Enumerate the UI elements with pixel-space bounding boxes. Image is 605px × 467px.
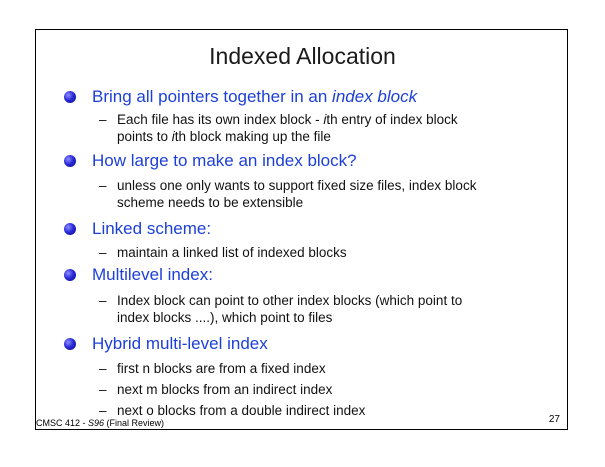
sub-line-1: Each file has its own index block - ith entry of index block xyxy=(117,112,458,127)
bullet-3-sub-1 xyxy=(99,244,347,261)
bullet-5-sub-1 xyxy=(99,360,326,377)
bullet-2-sub-1 xyxy=(99,177,476,211)
bullet-5 xyxy=(64,333,268,355)
dash-icon: – xyxy=(99,178,107,193)
bullet-dot-icon xyxy=(64,269,76,281)
sub-line-1: Index block can point to other index blocks (which point to xyxy=(117,293,463,308)
sub-line-1: maintain a linked list of indexed blocks xyxy=(117,245,347,260)
bullet-2 xyxy=(64,150,357,172)
bullet-dot-icon xyxy=(64,223,76,235)
page-number: 27 xyxy=(548,414,560,425)
bullet-4-sub-1 xyxy=(99,292,462,326)
sub-line-1: next m blocks from an indirect index xyxy=(117,382,333,397)
dash-icon: – xyxy=(99,112,107,127)
sub-line-2: scheme needs to be extensible xyxy=(117,195,304,210)
bullet-5-text: Hybrid multi-level index xyxy=(92,334,268,353)
sub-line-2: points to ith block making up the file xyxy=(117,129,331,144)
bullet-4 xyxy=(64,264,213,286)
bullet-5-sub-3 xyxy=(99,402,365,419)
dash-icon: – xyxy=(99,245,107,260)
bullet-1-text: Bring all pointers together in an index block xyxy=(92,87,418,106)
sub-line-1: next o blocks from a double indirect index xyxy=(117,403,366,418)
footer-course-label: CMSC 412 - S96 (Final Review) xyxy=(36,418,165,428)
bullet-dot-icon xyxy=(64,338,76,350)
bullet-dot-icon xyxy=(64,91,76,103)
bullet-3-text: Linked scheme: xyxy=(92,219,212,238)
bullet-3 xyxy=(64,218,211,240)
bullet-1 xyxy=(64,86,417,108)
dash-icon: – xyxy=(99,293,107,308)
sub-line-1: first n blocks are from a fixed index xyxy=(117,361,326,376)
bullet-1-sub-1 xyxy=(99,111,458,145)
bullet-4-text: Multilevel index: xyxy=(92,265,213,284)
sub-line-2: index blocks ....), which point to files xyxy=(117,310,333,325)
bullet-5-sub-2 xyxy=(99,381,332,398)
sub-line-1: unless one only wants to support fixed size files, index block xyxy=(117,178,477,193)
dash-icon: – xyxy=(99,361,107,376)
dash-icon: – xyxy=(99,382,107,397)
bullet-2-text: How large to make an index block? xyxy=(92,151,357,170)
bullet-dot-icon xyxy=(64,155,76,167)
slide-title: Indexed Allocation xyxy=(209,43,396,69)
dash-icon: – xyxy=(99,403,107,418)
